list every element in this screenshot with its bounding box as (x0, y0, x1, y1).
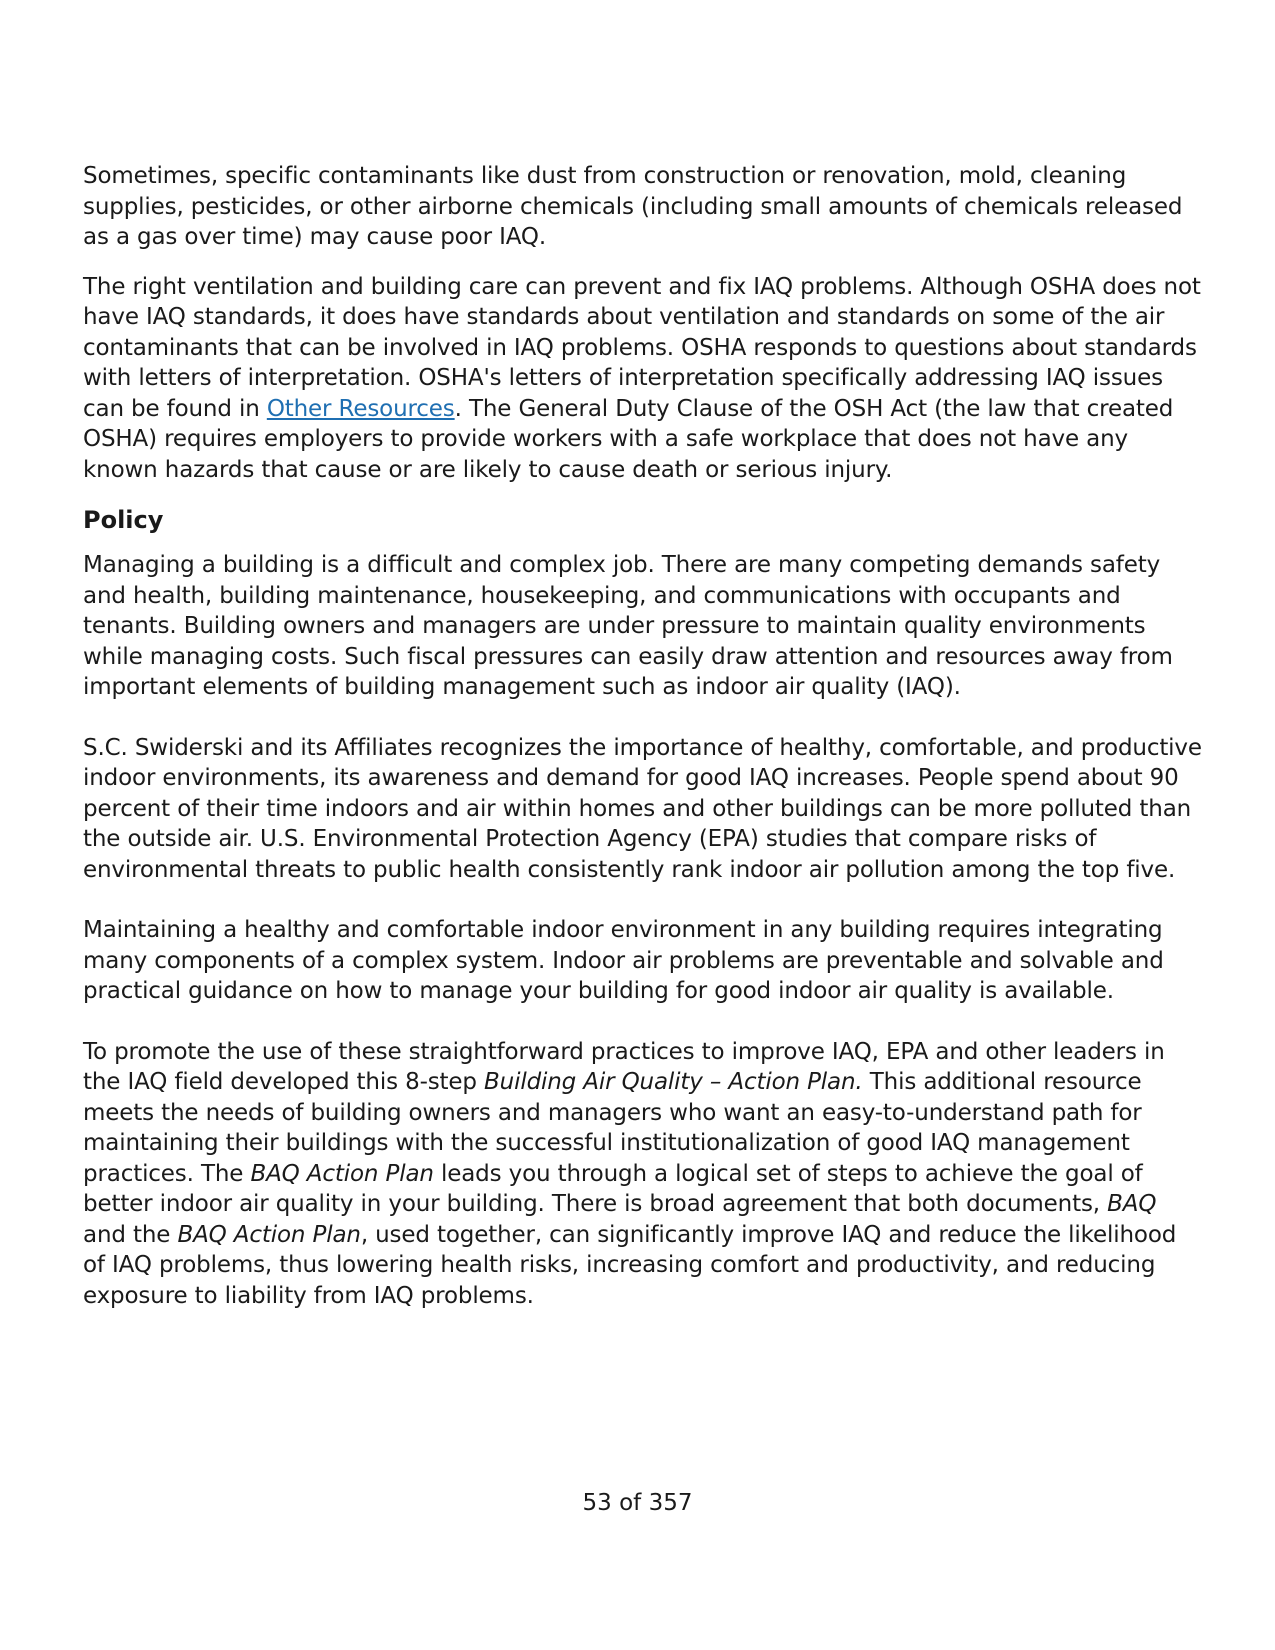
policy-paragraph-maintaining: Maintaining a healthy and comfortable indoor environment in any building requires integrating many components of a complex system. Indoor air problems are preventable and solvable and practical guidance on how to manage your building for good indoor air quality is available. (83, 917, 1164, 1004)
baq-action-plan-italic-2: BAQ Action Plan (177, 1221, 361, 1248)
baq-italic: BAQ (1107, 1191, 1157, 1217)
other-resources-link[interactable]: Other Resources (266, 395, 455, 422)
document-body (83, 161, 1203, 1311)
page-number: 53 of 357 (582, 1490, 693, 1516)
intro-paragraph-text: The right ventilation and building care can prevent and fix IAQ problems. Although OSHA does not have IAQ standards, it does have standards about ventilation and standards on some of the air contaminants that can be involved in IAQ problems. OSHA responds to questions about standards with letters of interpretation. OSHA's letters of interpretation specifically addressing IAQ issues can be found in (83, 273, 1201, 422)
intro-paragraph-contaminants: Sometimes, specific contaminants like dust from construction or renovation, mold, cleaning supplies, pesticides, or other airborne chemicals (including small amounts of chemicals released as a gas over time) may cause poor IAQ. (83, 163, 1183, 250)
policy-paragraph-swiderski: S.C. Swiderski and its Affiliates recognizes the importance of healthy, comfortable, and productive indoor environments, its awareness and demand for good IAQ increases. People spend about 90 percent of their time indoors and air within homes and other buildings can be more polluted than the outside air. U.S. Environmental Protection Agency (EPA) studies that compare risks of environmental threats to public health consistently rank indoor air pollution among the top five. (83, 734, 1202, 883)
action-plan-text-2: This additional resource meets the needs of building owners and managers who want an easy-to-understand path for maintaining their buildings with the successful institutionalization of good IAQ management practices. The (83, 1069, 1142, 1187)
action-plan-text-4: and the (83, 1221, 178, 1248)
intro-paragraph-text-after-link: . The General Duty Clause of the OSH Act (the law that created OSHA) requires employers to provide workers with a safe workplace that does not have any known hazards that cause or are likely to cause death or serious injury. (83, 395, 1174, 483)
action-plan-text-1: To promote the use of these straightforward practices to improve IAQ, EPA and other leaders in the IAQ field developed this 8-step (83, 1038, 1165, 1095)
action-plan-text-3: leads you through a logical set of steps to achieve the goal of better indoor air quality in your building. There is broad agreement that both documents, (83, 1160, 1143, 1217)
intro-paragraph-ventilation (83, 272, 1203, 486)
policy-paragraph-managing: Managing a building is a difficult and complex job. There are many competing demands safety and health, building maintenance, housekeeping, and communications with occupants and tenants. Building owners and managers are under pressure to maintain quality environments while managing costs. Such fiscal pressures can easily draw attention and resources away from important elements of building management such as indoor air quality (IAQ). (83, 552, 1173, 700)
action-plan-text-5: , used together, can significantly improve IAQ and reduce the likelihood of IAQ problems, thus lowering health risks, increasing comfort and productivity, and reducing exposure to liability from IAQ problems. (83, 1221, 1177, 1309)
baq-action-plan-italic: BAQ Action Plan (250, 1160, 434, 1187)
action-plan-title-italic: Building Air Quality – Action Plan. (484, 1069, 863, 1095)
policy-paragraph-action-plan (83, 1037, 1203, 1312)
policy-heading: Policy (83, 506, 164, 534)
